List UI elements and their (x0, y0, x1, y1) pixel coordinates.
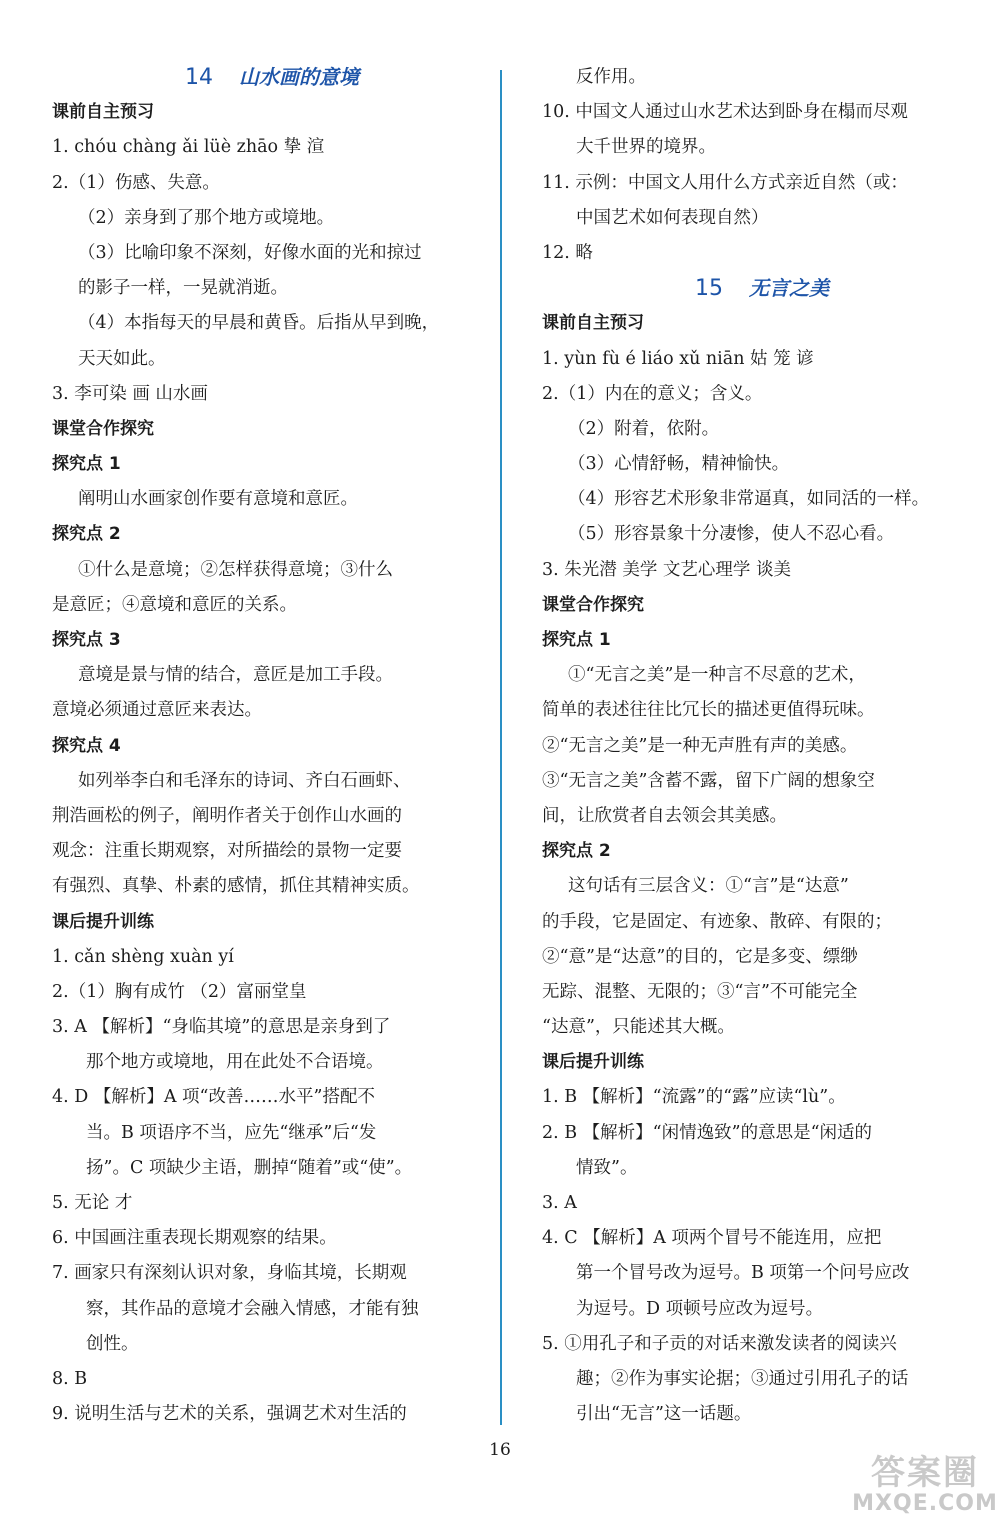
answer-line: 有强烈、真挚、朴素的感情，抓住其精神实质。 (52, 876, 420, 897)
section-heading: 课堂合作探究 (542, 594, 644, 615)
section-heading: 课后提升训练 (542, 1052, 644, 1073)
answer-line: ③“无言之美”含蓄不露，留下广阔的想象空 (542, 770, 875, 791)
answer-line: 意境是景与情的结合，意匠是加工手段。 (78, 665, 393, 686)
answer-line: 9. 说明生活与艺术的关系，强调艺术对生活的 (52, 1404, 407, 1425)
answer-line: 6. 中国画注重表现长期观察的结果。 (52, 1228, 337, 1249)
section-number: 14 (185, 65, 213, 90)
answer-line: 8. B (52, 1368, 88, 1389)
answer-line: ①“无言之美”是一种言不尽意的艺术， (568, 665, 866, 686)
answer-line: 1. yùn fù é liáo xǔ niān 姑 笼 谚 (542, 348, 814, 369)
answer-line: 1. B 【解析】“流露”的“露”应读“lù”。 (542, 1087, 846, 1108)
answer-line: 天天如此。 (78, 348, 166, 369)
answer-line: 1. chóu chàng ǎi lüè zhāo 挚 渲 (52, 137, 325, 158)
answer-line: 的影子一样，一晃就消逝。 (78, 278, 288, 299)
answer-line: ①什么是意境；②怎样获得意境；③什么 (78, 559, 393, 580)
answer-line: 11. 示例：中国文人用什么方式亲近自然（或： (542, 172, 908, 193)
answer-line: 3. A (542, 1193, 577, 1213)
answer-line: 反作用。 (576, 67, 646, 87)
answer-line: 3. A 【解析】“身临其境”的意思是亲身到了 (52, 1017, 391, 1038)
column-divider (500, 70, 502, 1425)
answer-line: 3. 李可染 画 山水画 (52, 383, 208, 404)
answer-line: （4）形容艺术形象非常逼真，如同活的一样。 (568, 489, 930, 510)
answer-line: “达意”，只能述其大概。 (542, 1017, 735, 1038)
answer-line: （3）比喻印象不深刻，好像水面的光和掠过 (78, 242, 422, 263)
answer-line: 情致”。 (576, 1157, 638, 1178)
answer-line: 间，让欣赏者自去领会其美感。 (542, 805, 787, 826)
answer-line: 3. 朱光潜 美学 文艺心理学 谈美 (542, 559, 791, 580)
answer-line: 大千世界的境界。 (576, 137, 716, 158)
answer-line: 当。B 项语序不当，应先“继承”后“发 (86, 1122, 377, 1143)
answer-line: 是意匠；④意境和意匠的关系。 (52, 594, 297, 615)
answer-line: 那个地方或境地，用在此处不合语境。 (86, 1052, 384, 1073)
answer-line: 2.（1）伤感、失意。 (52, 172, 220, 193)
section-heading: 探究点 2 (542, 841, 611, 862)
answer-line: 12. 略 (542, 242, 593, 263)
answer-line: 2. B 【解析】“闲情逸致”的意思是“闲适的 (542, 1122, 873, 1143)
section-title (542, 271, 982, 306)
answer-line: （2）亲身到了那个地方或境地。 (78, 207, 335, 228)
section-title (52, 60, 492, 95)
answer-line: 4. C 【解析】A 项两个冒号不能连用，应把 (542, 1228, 882, 1249)
answer-line: 5. ①用孔子和子贡的对话来激发读者的阅读兴 (542, 1333, 897, 1354)
section-title-text: 无言之美 (749, 276, 829, 301)
section-title-text: 山水画的意境 (239, 65, 359, 89)
answer-line: 这句话有三层含义：①“言”是“达意” (568, 876, 849, 897)
answer-line: （5）形容景象十分凄惨，使人不忍心看。 (568, 524, 895, 545)
answer-line: 简单的表述往往比冗长的描述更值得玩味。 (542, 700, 875, 721)
section-heading: 探究点 4 (52, 735, 121, 756)
section-heading: 探究点 1 (542, 630, 611, 650)
page-number: 16 (489, 1440, 511, 1460)
answer-line: ②“意”是“达意”的目的，它是多变、缥缈 (542, 946, 858, 967)
answer-line: 观念：注重长期观察，对所描绘的景物一定要 (52, 841, 402, 862)
answer-line: 趣；②作为事实论据；③通过引用孔子的话 (576, 1368, 909, 1389)
answer-line: 5. 无论 才 (52, 1193, 133, 1213)
answer-line: （3）心情舒畅，精神愉快。 (568, 454, 790, 475)
left-column (52, 60, 492, 1432)
answer-line: 1. cǎn shèng xuàn yí (52, 946, 234, 967)
section-heading: 课前自主预习 (52, 102, 154, 123)
section-heading: 探究点 3 (52, 630, 121, 650)
section-heading: 探究点 1 (52, 454, 121, 475)
answer-line: 2.（1）胸有成竹 （2）富丽堂皇 (52, 981, 307, 1002)
section-heading: 课堂合作探究 (52, 418, 154, 439)
answer-line: 为逗号。D 项顿号应改为逗号。 (576, 1298, 824, 1319)
watermark-text: 答案圈 (871, 1453, 979, 1493)
section-number: 15 (695, 276, 723, 302)
answer-line: 第一个冒号改为逗号。B 项第一个问号应改 (576, 1263, 910, 1284)
answer-line: 阐明山水画家创作要有意境和意匠。 (78, 489, 358, 510)
answer-line: 察，其作品的意境才会融入情感，才能有独 (86, 1298, 419, 1319)
watermark-url: MXQE.COM (852, 1491, 998, 1516)
answer-line: （4）本指每天的早晨和黄昏。后指从早到晚， (78, 313, 440, 334)
answer-line: 7. 画家只有深刻认识对象，身临其境，长期观 (52, 1263, 407, 1284)
right-column (542, 60, 982, 1432)
section-heading: 课前自主预习 (542, 313, 644, 334)
section-heading: 课后提升训练 (52, 911, 154, 932)
answer-line: 扬”。C 项缺少主语，删掉“随着”或“使”。 (86, 1157, 413, 1178)
answer-line: 如列举李白和毛泽东的诗词、齐白石画虾、 (78, 770, 411, 791)
watermark-logo (850, 1455, 1000, 1524)
answer-line: 引出“无言”这一话题。 (576, 1404, 752, 1425)
answer-line: 无踪、混整、无限的；③“言”不可能完全 (542, 981, 858, 1002)
answer-line: ②“无言之美”是一种无声胜有声的美感。 (542, 735, 858, 756)
answer-line: 意境必须通过意匠来表达。 (52, 700, 262, 721)
answer-line: 2.（1）内在的意义；含义。 (542, 383, 763, 404)
answer-line: （2）附着，依附。 (568, 418, 720, 439)
answer-line: 4. D 【解析】A 项“改善……水平”搭配不 (52, 1087, 375, 1108)
answer-line: 10. 中国文人通过山水艺术达到卧身在榻而尽观 (542, 102, 908, 123)
answer-line: 荆浩画松的例子，阐明作者关于创作山水画的 (52, 805, 402, 826)
section-heading: 探究点 2 (52, 524, 121, 545)
answer-line: 的手段，它是固定、有迹象、散碎、有限的； (542, 911, 892, 932)
answer-line: 创性。 (86, 1333, 139, 1354)
answer-line: 中国艺术如何表现自然） (576, 207, 769, 228)
